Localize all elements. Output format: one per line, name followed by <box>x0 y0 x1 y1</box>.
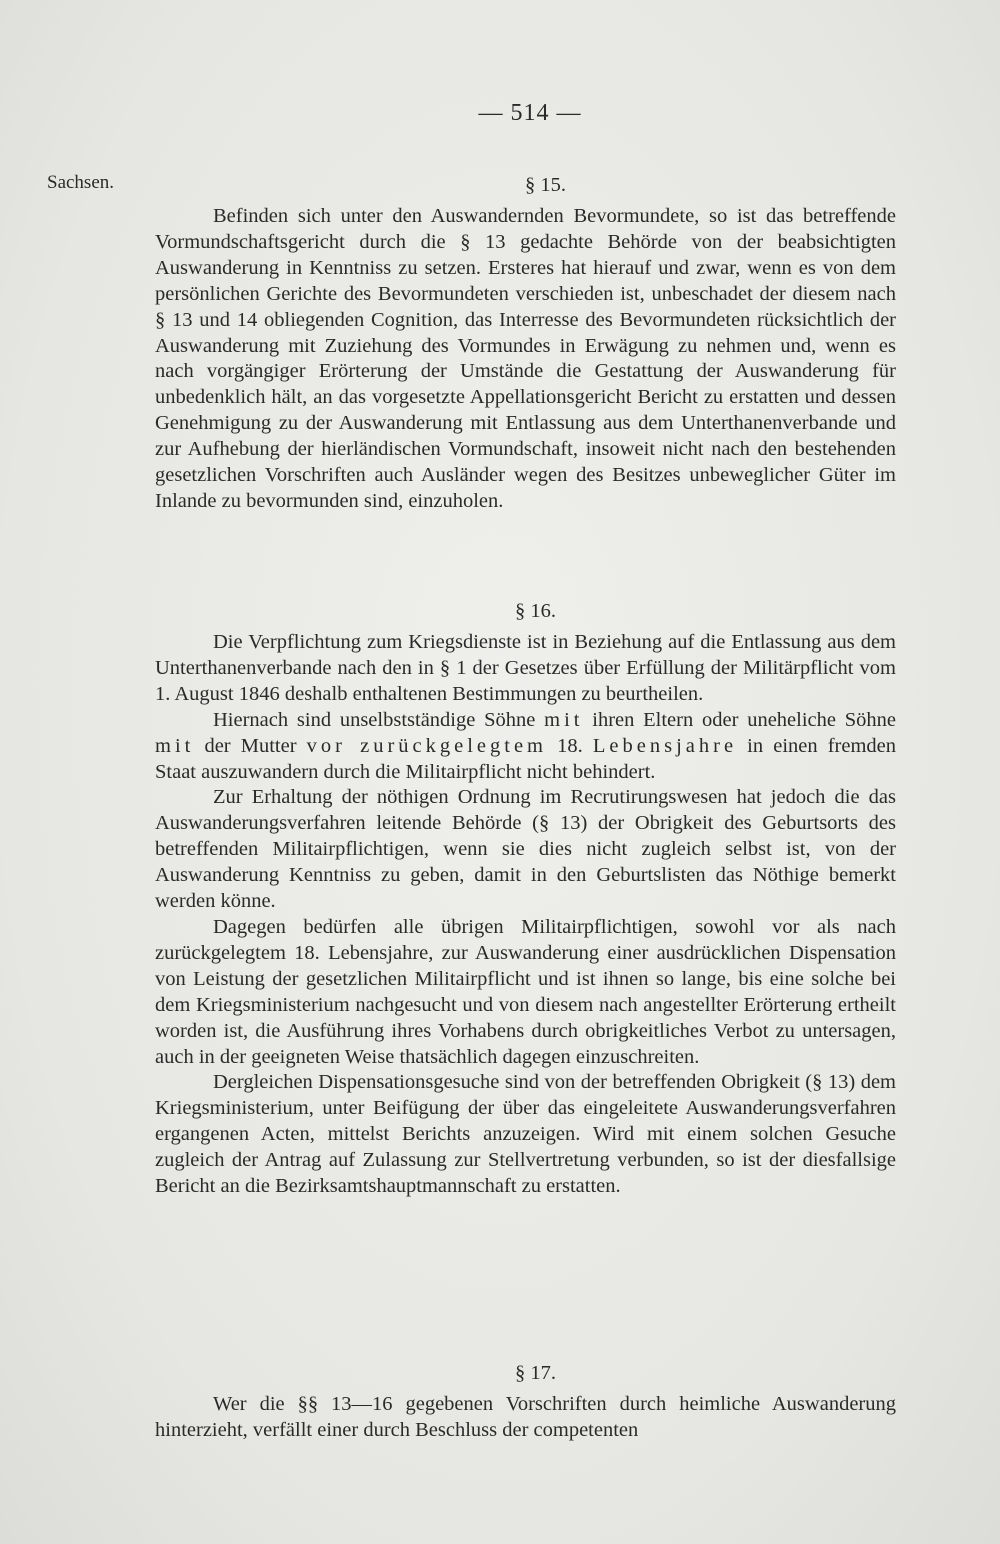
section-heading: § 15. <box>525 174 566 196</box>
paragraph: Die Verpflichtung zum Kriegsdienste ist in Beziehung auf die Entlassung aus dem Unterthanenverbande nach den in § 1 der Gesetzes über Erfüllung der Militärpflicht vom 1. August 1846 deshalb enthaltenen Bestimmungen zu beurtheilen. <box>155 631 896 705</box>
margin-note: Sachsen. <box>47 172 115 193</box>
section-17 <box>155 1360 896 1444</box>
page-number: — 514 — <box>478 100 582 126</box>
section-heading: § 16. <box>515 600 556 622</box>
spaced-text: Lebensjahre <box>592 734 738 757</box>
spaced-text: vor zurückgelegtem <box>306 734 548 757</box>
paragraph: Befinden sich unter den Auswandernden Bevormundete, so ist das betreffende Vormundschaftsgericht durch die § 13 gedachte Behörde von der beabsichtigten Auswanderung in Kenntniss zu setzen. Ersteres hat hierauf und zwar, wenn es von dem persönlichen Gerichte des Bevormundeten verschieden ist, unbeschadet der diesem nach § 13 und 14 obliegenden Cognition, das Interresse des Bevormundeten rücksichtlich der Auswanderung mit Zuziehung des Vormundes in Erwägung zu nehmen und, wenn es nach vorgängiger Erörterung der Umstände die Gestattung der Auswanderung für unbedenklich hält, an das vorgesetzte Appellationsgericht Bericht zu erstatten und dessen Genehmigung zu der Auswanderung mit Entlassung aus dem Unterthanenverbande und zur Aufhebung der hierländischen Vormundschaft, insoweit nicht nach den bestehenden gesetzlichen Vorschriften auch Ausländer wegen des Besitzes unbeweglicher Güter im Inlande zu bevormunden sind, einzuholen. <box>155 205 896 512</box>
section-16 <box>155 598 896 1200</box>
section-15 <box>155 172 896 515</box>
spaced-text: mit <box>544 708 584 731</box>
paragraph <box>155 708 896 786</box>
text-run: in einen fremden Staat auszuwandern durch die Militairpflicht nicht behindert. <box>155 734 897 783</box>
text-run: Hiernach sind unselbstständige Söhne <box>213 708 545 731</box>
paragraph: Dergleichen Dispensationsgesuche sind von der betreffenden Obrigkeit (§ 13) dem Kriegsministerium, unter Beifügung der über das eingeleitete Auswanderungsverfahren ergangenen Acten, mittelst Berichts anzuzeigen. Wird mit einem solchen Gesuche zugleich der Antrag auf Zulassung zur Stellvertretung verbunden, so ist der diesfallsige Bericht an die Bezirksamtshauptmannschaft zu erstatten. <box>155 1071 896 1198</box>
paragraph: Wer die §§ 13—16 gegebenen Vorschriften durch heimliche Auswanderung hinterzieht, verfällt einer durch Beschluss der competenten <box>155 1393 896 1441</box>
paragraph: Zur Erhaltung der nöthigen Ordnung im Recrutirungswesen hat jedoch die das Auswanderungsverfahren leitende Behörde (§ 13) der Obrigkeit des Geburtsorts des betreffenden Militairpflichtigen, wenn sie dies nicht zugleich selbst ist, von der Auswanderung Kenntniss zu geben, damit in den Geburtslisten das Nöthige bemerkt werden könne. <box>155 786 896 913</box>
section-heading: § 17. <box>515 1362 556 1384</box>
text-run: der Mutter <box>194 734 307 757</box>
paragraph: Dagegen bedürfen alle übrigen Militairpflichtigen, sowohl vor als nach zurückgelegtem 18. Lebensjahre, zur Auswanderung einer ausdrücklichen Dispensation von Leistung der gesetzlichen Militairpflicht und ist ihnen so lange, bis eine solche bei dem Kriegsministerium nachgesucht und von diesem nach angestellter Erörterung ertheilt worden ist, die Ausführung ihres Vorhabens durch obrigkeitliches Verbot zu untersagen, auch in der geeigneten Weise thatsächlich dagegen einzuschreiten. <box>155 915 896 1068</box>
spaced-text: mit <box>155 734 195 757</box>
text-run: 18. <box>547 734 593 757</box>
text-run: ihren Eltern oder uneheliche Söhne <box>583 708 896 731</box>
